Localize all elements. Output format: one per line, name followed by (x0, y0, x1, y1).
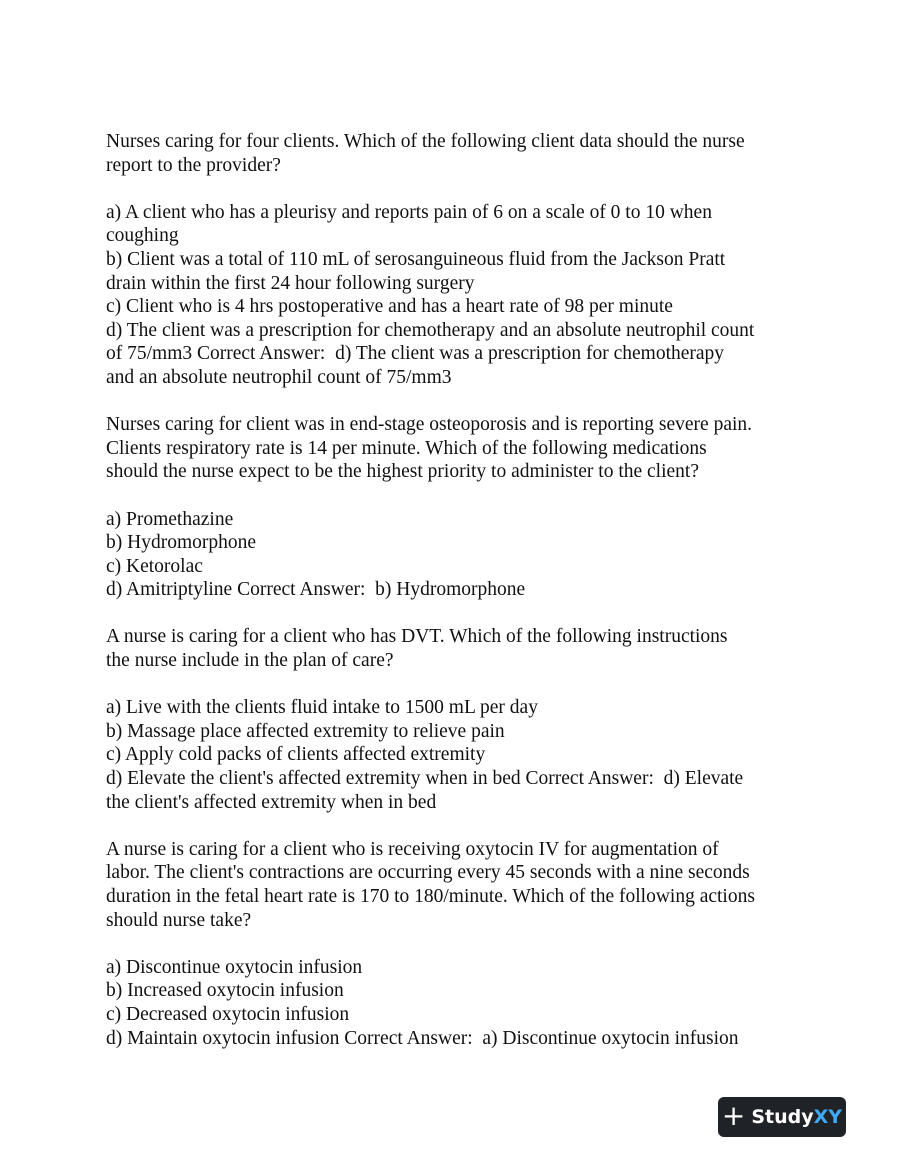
question-2-stem-line: should the nurse expect to be the highest priority to administer to the client? (106, 461, 699, 483)
question-2-option-line: b) Hydromorphone (106, 532, 257, 554)
question-3-option-line: c) Apply cold packs of clients affected extremity (106, 744, 486, 766)
question-4-stem-line: duration in the fetal heart rate is 170 to 180/minute. Which of the following actions (106, 886, 755, 907)
question-2-answer-line: d) Amitriptyline Correct Answer: b) Hydromorphone (106, 579, 526, 601)
question-1-option-line: drain within the first 24 hour following surgery (106, 272, 475, 294)
question-block-1 (106, 130, 806, 390)
plus-icon: + (721, 1099, 746, 1132)
question-block-3 (106, 625, 806, 814)
document-body (106, 130, 806, 1050)
question-1-answer-line: of 75/mm3 Correct Answer: d) The client was a prescription for chemotherapy (106, 343, 725, 365)
question-1-answer-line: and an absolute neutrophil count of 75/mm3 (106, 366, 452, 388)
question-3-answer-line: d) Elevate the client's affected extremity when in bed Correct Answer: d) Elevate (106, 768, 744, 790)
question-1-option-line: b) Client was a total of 110 mL of serosanguineous fluid from the Jackson Pratt (106, 248, 726, 270)
question-4-option-line: b) Increased oxytocin infusion (106, 980, 344, 1002)
question-3-stem-line: A nurse is caring for a client who has DVT. Which of the following instructions (106, 626, 728, 648)
watermark-text-main: Study (751, 1106, 814, 1128)
question-4-option-line: c) Decreased oxytocin infusion (106, 1003, 350, 1025)
question-4-option-line: a) Discontinue oxytocin infusion (106, 956, 363, 978)
question-2-stem-line: Nurses caring for client was in end-stage osteoporosis and is reporting severe pain. (106, 414, 753, 436)
question-1-option-line: a) A client who has a pleurisy and reports pain of 6 on a scale of 0 to 10 when (106, 201, 712, 223)
question-4-stem-line: A nurse is caring for a client who is receiving oxytocin IV for augmentation of (106, 838, 719, 860)
question-2-option-line: c) Ketorolac (106, 555, 203, 577)
question-1-option-line: coughing (106, 225, 179, 247)
question-4-stem-line: should nurse take? (106, 909, 252, 931)
question-4-answer-line: d) Maintain oxytocin infusion Correct Answer: a) Discontinue oxytocin infusion (106, 1027, 739, 1049)
question-1-stem-line: Nurses caring for four clients. Which of the following client data should the nurse (106, 131, 745, 152)
question-4-stem-line: labor. The client's contractions are occurring every 45 seconds with a nine seconds (106, 862, 750, 884)
question-3-option-line: b) Massage place affected extremity to relieve pain (106, 720, 505, 742)
question-3-option-line: a) Live with the clients fluid intake to 1500 mL per day (106, 697, 538, 719)
question-2-stem-line: Clients respiratory rate is 14 per minute. Which of the following medications (106, 437, 707, 459)
question-1-option-line: c) Client who is 4 hrs postoperative and has a heart rate of 98 per minute (106, 296, 673, 318)
question-3-answer-line: the client's affected extremity when in bed (106, 791, 437, 813)
watermark-text-accent: XY (813, 1106, 843, 1128)
question-3-stem-line: the nurse include in the plan of care? (106, 650, 394, 672)
studyxy-watermark-logo (718, 1097, 846, 1137)
question-1-stem-line: report to the provider? (106, 154, 281, 176)
question-block-2 (106, 413, 806, 602)
question-2-option-line: a) Promethazine (106, 508, 234, 530)
question-block-4 (106, 838, 806, 1050)
question-1-option-line: d) The client was a prescription for chemotherapy and an absolute neutrophil count (106, 319, 755, 341)
